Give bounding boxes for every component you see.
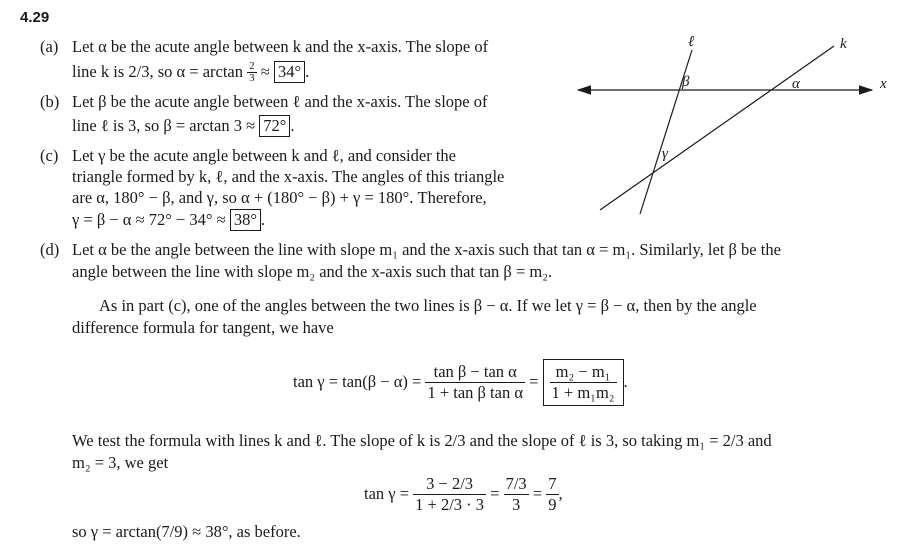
eq2-f3-denominator: 9 bbox=[548, 494, 557, 514]
part-b-label: (b) bbox=[40, 92, 60, 111]
answer-box-b: 72° bbox=[259, 115, 290, 137]
eq2-fraction-3 bbox=[546, 474, 558, 515]
label-beta: β bbox=[682, 74, 690, 90]
eq2-f2-denominator: 3 bbox=[504, 494, 529, 515]
equation-tangent-difference bbox=[293, 356, 628, 408]
eq1-box-denominator: 1 + m₁m₂ bbox=[551, 382, 615, 402]
part-d-line1: Let α be the angle between the line with slope m₁ and the x-axis such that tan α = m₁. Similarly, let β be the bbox=[72, 240, 781, 259]
eq2-f1-numerator: 3 − 2/3 bbox=[426, 473, 474, 493]
part-a-line1: Let α be the acute angle between k and the x-axis. The slope of bbox=[72, 37, 489, 56]
eq2-lhs: tan γ = bbox=[364, 484, 410, 503]
lines-diagram bbox=[570, 28, 900, 218]
part-c-line2: triangle formed by k, ℓ, and the x-axis. The angles of this triangle bbox=[72, 167, 505, 186]
part-c-text: γ = β − α ≈ 72° − 34° ≈ bbox=[72, 210, 226, 229]
part-d-para1-line2: difference formula for tangent, we have bbox=[72, 318, 334, 337]
fraction-numerator: 2 bbox=[249, 59, 255, 72]
part-d-final: so γ = arctan(7/9) ≈ 38°, as before. bbox=[72, 522, 301, 541]
eq2-fraction-1 bbox=[413, 474, 486, 515]
part-d-label: (d) bbox=[40, 240, 60, 259]
part-a-line2 bbox=[72, 60, 309, 84]
part-b-text: line ℓ is 3, so β = arctan 3 ≈ bbox=[72, 116, 256, 135]
eq2-f1-denominator: 1 + 2/3 · 3 bbox=[415, 494, 485, 514]
fraction-two-thirds bbox=[247, 61, 257, 84]
line-k bbox=[600, 46, 834, 210]
eq1-box-numerator: m₂ − m₁ bbox=[555, 361, 611, 381]
part-c-line4 bbox=[72, 209, 265, 231]
part-c-label: (c) bbox=[40, 146, 59, 165]
answer-box-c: 38° bbox=[230, 209, 261, 231]
label-gamma: γ bbox=[662, 146, 668, 162]
eq2-f3-numerator: 7 bbox=[548, 473, 557, 493]
part-a-text: line k is 2/3, so α = arctan bbox=[72, 62, 244, 81]
equation-test bbox=[364, 470, 563, 518]
approx-sign: ≈ bbox=[260, 62, 270, 81]
label-k: k bbox=[840, 36, 847, 52]
part-c-line1: Let γ be the acute angle between k and ℓ, and consider the bbox=[72, 146, 456, 165]
period: . bbox=[623, 372, 628, 391]
eq1-denominator: 1 + tan β tan α bbox=[427, 382, 523, 402]
part-c-line3: are α, 180° − β, and γ, so α + (180° − β) + γ = 180°. Therefore, bbox=[72, 188, 487, 207]
equals-sign: = bbox=[529, 372, 539, 391]
part-d-para2-line2: m₂ = 3, we get bbox=[72, 453, 169, 472]
part-d-line2: angle between the line with slope m₂ and the x-axis such that tan β = m₂. bbox=[72, 262, 553, 281]
eq1-answer-box bbox=[543, 359, 624, 406]
comma: , bbox=[558, 484, 563, 503]
answer-box-a: 34° bbox=[274, 61, 305, 83]
eq1-boxed-fraction bbox=[550, 362, 617, 403]
equals-sign: = bbox=[532, 484, 543, 503]
eq1-lhs: tan γ = tan(β − α) = bbox=[293, 372, 422, 391]
label-l: ℓ bbox=[688, 34, 695, 50]
problem-number: 4.29 bbox=[20, 9, 50, 26]
period: . bbox=[290, 116, 295, 135]
part-b-line1: Let β be the acute angle between ℓ and the x-axis. The slope of bbox=[72, 92, 488, 111]
eq1-numerator: tan β − tan α bbox=[433, 361, 517, 381]
part-a-label: (a) bbox=[40, 37, 59, 56]
label-alpha: α bbox=[792, 76, 800, 92]
label-x: x bbox=[880, 76, 887, 92]
eq2-fraction-2 bbox=[504, 474, 529, 515]
eq1-fraction bbox=[425, 362, 525, 403]
fraction-denominator: 3 bbox=[249, 71, 255, 84]
part-d-para2-line1: We test the formula with lines k and ℓ. The slope of k is 2/3 and the slope of ℓ is 3, so taking m₁ = 2/3 and bbox=[72, 431, 772, 450]
eq2-f2-numerator: 7/3 bbox=[505, 473, 527, 493]
period: . bbox=[305, 62, 310, 81]
part-b-line2 bbox=[72, 115, 295, 137]
equals-sign: = bbox=[490, 484, 500, 503]
part-d-para1-line1: As in part (c), one of the angles between the two lines is β − α. If we let γ = β − α, then by the angle bbox=[99, 296, 757, 315]
period: . bbox=[260, 210, 266, 229]
